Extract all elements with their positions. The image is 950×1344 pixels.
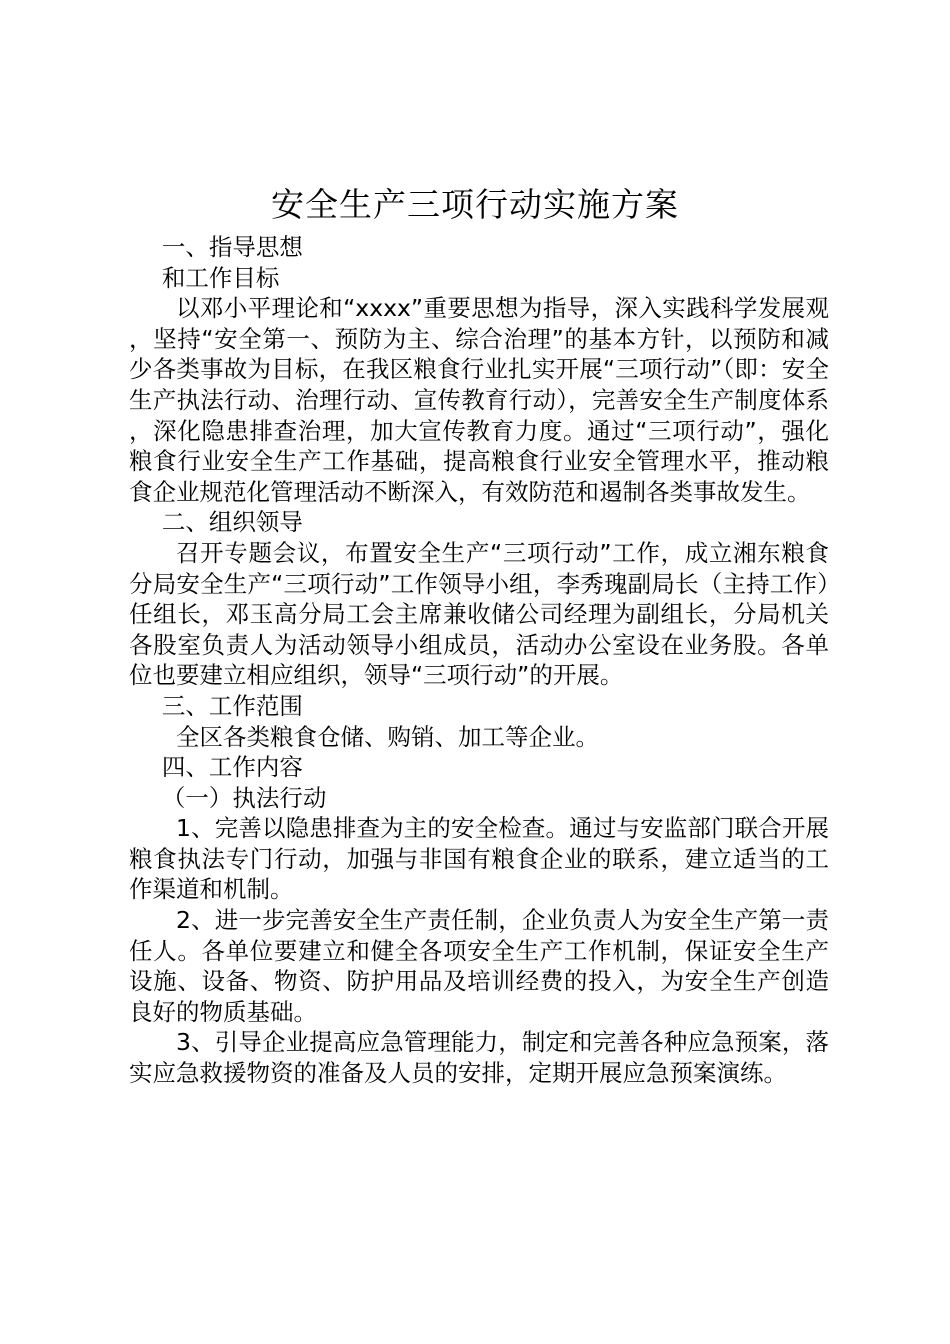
paragraph-item-1: 1、完善以隐患排查为主的安全检查。通过与安监部门联合开展粮食执法专门行动，加强与非国有粮食企业的联系，建立适当的工作渠道和机制。 [129, 814, 829, 904]
subsection-heading-enforcement: （一）执法行动 [161, 783, 327, 812]
section-heading-scope: 三、工作范围 [161, 691, 303, 720]
section-heading-guiding-thought: 一、指导思想 [161, 233, 303, 261]
paragraph-organization: 召开专题会议，布置安全生产“三项行动”工作，成立湘东粮食分局安全生产“三项行动”工作领导小组，李秀瑰副局长（主持工作）任组长，邓玉高分局工会主席兼收储公司经理为副组长，分局机关各股室负责人为活动领导小组成员，活动办公室设在业务股。各单位也要建立相应组织，领导“三项行动”的开展。 [129, 538, 829, 690]
paragraph-scope: 全区各类粮食仓储、购销、加工等企业。 [176, 722, 599, 751]
document-title: 安全生产三项行动实施方案 [271, 185, 679, 224]
section-heading-content: 四、工作内容 [161, 753, 303, 782]
paragraph-guiding-thought: 以邓小平理论和“xxxx”重要思想为指导，深入实践科学发展观，坚持“安全第一、预防为主、综合治理”的基本方针，以预防和减少各类事故为目标，在我区粮食行业扎实开展“三项行动”（即：安全生产执法行动、治理行动、宣传教育行动），完善安全生产制度体系，深化隐患排查治理，加大宣传教育力度。通过“三项行动”，强化粮食行业安全生产工作基础，提高粮食行业安全管理水平，推动粮食企业规范化管理活动不断深入，有效防范和遏制各类事故发生。 [129, 294, 829, 506]
section-heading-organization: 二、组织领导 [161, 508, 303, 537]
section-heading-work-goals: 和工作目标 [161, 263, 280, 292]
document-body [129, 232, 829, 1089]
paragraph-item-3: 3、引导企业提高应急管理能力，制定和完善各种应急预案，落实应急救援物资的准备及人员的安排，定期开展应急预案演练。 [129, 1028, 829, 1088]
paragraph-item-2: 2、进一步完善安全生产责任制，企业负责人为安全生产第一责任人。各单位要建立和健全各项安全生产工作机制，保证安全生产设施、设备、物资、防护用品及培训经费的投入，为安全生产创造良好的物质基础。 [129, 906, 829, 1026]
